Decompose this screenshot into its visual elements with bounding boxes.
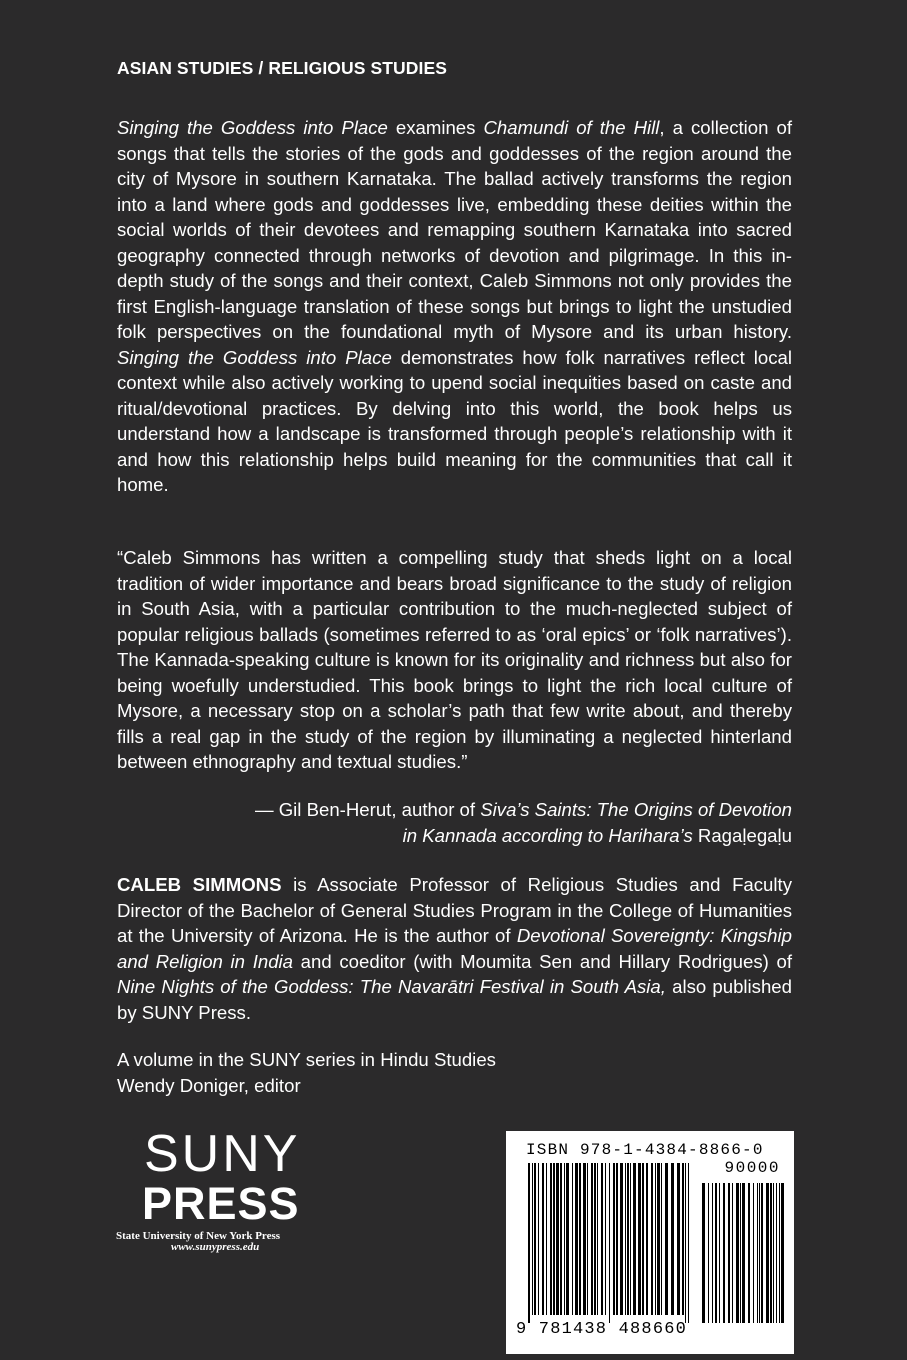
isbn-barcode bbox=[506, 1131, 794, 1354]
series-info: A volume in the SUNY series in Hindu Studies Wendy Doniger, editor bbox=[117, 1049, 496, 1096]
book-title: Singing the Goddess into Place bbox=[117, 117, 388, 138]
ballad-title: Chamundi of the Hill bbox=[483, 117, 660, 138]
book-title: Singing the Goddess into Place bbox=[117, 346, 392, 368]
endorsement-attribution: — Gil Ben-Herut, author of Siva’s Saints: The Origins of Devotion in Kannada according to Harihara’s Ragaḷegaḷu bbox=[254, 799, 792, 846]
author-name: CALEB SIMMONS bbox=[117, 874, 282, 895]
publisher-logo: SUNY PRESS State University of New York Press www.sunypress.edu bbox=[116, 1125, 301, 1253]
category-label: ASIAN STUDIES / RELIGIOUS STUDIES bbox=[117, 58, 448, 78]
endorsement-quote: “Caleb Simmons has written a compelling study that sheds light on a local tradition of wider importance and bears broad significance to the study of religion in South Asia, with a particular contribution to the much-neglected subject of popular religious ballads (sometimes referred to as ‘oral epics’ or ‘folk narratives’). The Kannada-speaking culture is known for its originality and richness but also for being woefully understudied. This book brings to light the rich local culture of Mysore, a necessary stop on a scholar’s path that few write about, and thereby fills a real gap in the study of the region by illuminating a neglected hinterland between ethnography and textual studies.” bbox=[117, 547, 792, 772]
ean-digits: 9 781438 488660 bbox=[516, 1320, 688, 1339]
book-description: Singing the Goddess into Place examines Chamundi of the Hill, a collection of songs that tells the stories of the gods and goddesses of the region around the city of Mysore in southern Karnataka. The ballad actively transforms the region into a land where gods and goddesses live, embedding these deities within the social worlds of their devotees and remapping southern Karnataka into sacred geography connected through networks of devotion and pilgrimage. In this in-depth study of the songs and their context, Caleb Simmons not only provides the first English-language translation of these songs but brings to light the unstudied folk perspectives on the foundational myth of Mysore and its urban history. Singing the Goddess into Place demonstrates how folk narratives reflect local context while also actively working to upend social inequities based on caste and ritual/devotional practices. By delving into this world, the book helps us understand how a landscape is transformed through people’s relationship with it and how this relationship helps build meaning for the communities that call it home. bbox=[117, 117, 792, 495]
author-bio: CALEB SIMMONS is Associate Professor of Religious Studies and Faculty Director of the Bachelor of General Studies Program in the College of Humanities at the University of Arizona. He is the author of Devotional Sovereignty: Kingship and Religion in India and coeditor (with Moumita Sen and Hillary Rodrigues) of Nine Nights of the Goddess: The Navarātri Festival in South Asia, also published by SUNY Press. bbox=[117, 874, 792, 1023]
price-code: 90000 bbox=[724, 1159, 780, 1177]
isbn-label: ISBN 978-1-4384-8866-0 bbox=[526, 1141, 764, 1159]
